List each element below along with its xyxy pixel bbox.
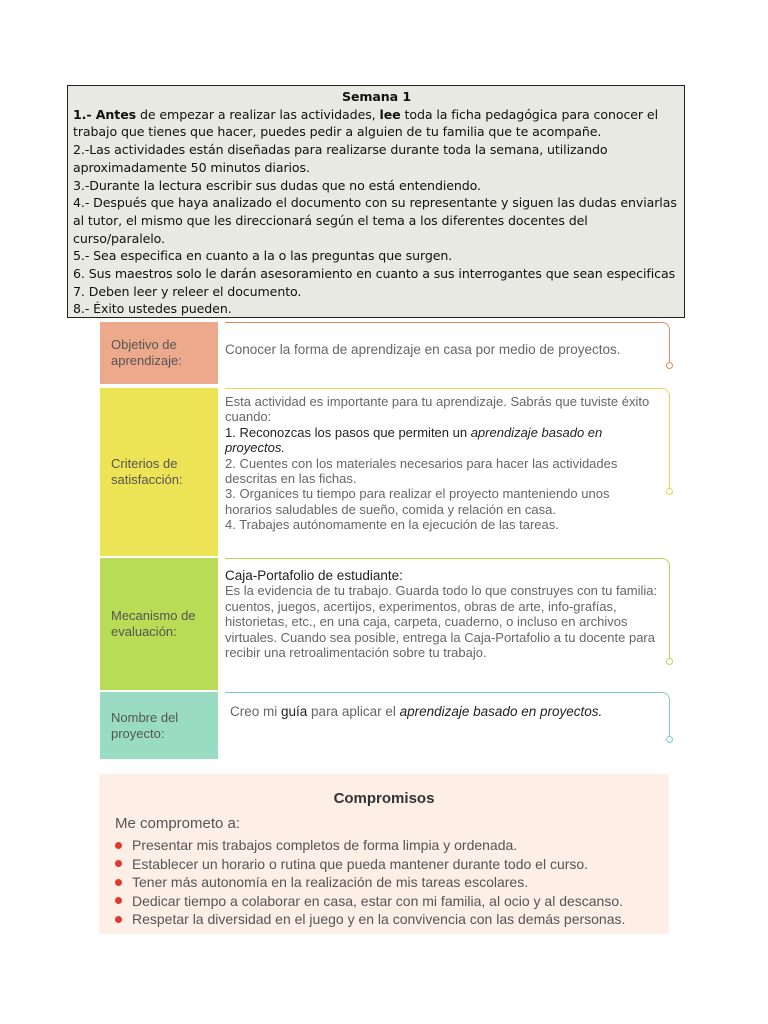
criteria-row	[100, 388, 670, 556]
criteria-item-number: 1.	[225, 424, 236, 440]
objective-row	[100, 322, 670, 384]
evaluation-label: Mecanismo de evaluación:	[100, 558, 218, 690]
commitment-item	[115, 873, 625, 892]
instruction-item-1	[73, 106, 680, 141]
instruction-emphasis: Antes	[95, 106, 137, 122]
criteria-content	[225, 394, 660, 533]
evaluation-row	[100, 558, 670, 690]
commitment-text: Respetar la diversidad en el juego y en la convivencia con las demás personas.	[132, 911, 626, 927]
criteria-bracket	[659, 388, 670, 489]
project-name-part: Creo mi	[230, 704, 282, 719]
instruction-number: 1.-	[73, 106, 96, 122]
commitment-item	[115, 855, 625, 874]
instruction-item-4: 4.- Después que haya analizado el documento con su representante y siguen las dudas enviarlas al tutor, el mismo que les direccionará según el tema a los diferentes docentes del curso/paralelo.	[73, 195, 677, 246]
project-name-text	[230, 704, 660, 719]
project-name-bracket	[659, 692, 670, 737]
commitments-box	[99, 774, 669, 934]
instruction-text: toda la ficha pedagógica para conocer el trabajo que tienes que hacer, puedes pedir a alguien de tu familia que te acompañe.	[73, 106, 658, 140]
project-name-bracket-dot	[666, 736, 673, 743]
commitments-title: Compromisos	[333, 790, 435, 807]
commitments-lead: Me comprometo a:	[115, 815, 241, 832]
evaluation-text: Es la evidencia de tu trabajo. Guarda todo lo que construyes con tu familia: cuentos, juegos, acertijos, experimentos, obras de arte, info-grafías, historietas, etc., en una caja, carpeta, cuaderno, o incluso en archivos virtuales. Cuando sea posible, entrega la Caja-Portafolio a tu docente para recibir una retroalimentación sobre tu trabajo.	[225, 583, 658, 661]
project-name-italic: aprendizaje basado en proyectos.	[399, 704, 603, 719]
criteria-intro: Esta actividad es importante para tu aprendizaje. Sabrás que tuviste éxito cuando:	[225, 394, 650, 425]
instruction-item-5: 5.- Sea especifica en cuanto a la o las preguntas que surgen.	[73, 248, 453, 264]
criteria-item-text: Reconozcas los pasos que permiten un	[235, 424, 471, 440]
commitment-text: Establecer un horario o rutina que pueda mantener durante todo el curso.	[132, 855, 589, 872]
instruction-item-6: 6. Sus maestros solo le darán asesoramiento en cuanto a sus interrogantes que sean especificas	[73, 266, 676, 282]
instruction-item-7: 7. Deben leer y releer el documento.	[73, 283, 302, 299]
instruction-item-8: 8.- Éxito ustedes pueden.	[73, 301, 232, 317]
bullet-icon	[115, 879, 122, 886]
evaluation-bracket	[659, 558, 670, 659]
commitment-text: Tener más autonomía en la realización de mis tareas escolares.	[132, 874, 529, 890]
commitment-item	[115, 910, 625, 929]
project-name-part: para aplicar el	[307, 704, 400, 719]
evaluation-bracket-dot	[666, 658, 673, 665]
commitment-text: Dedicar tiempo a colaborar en casa, estar con mi familia, al ocio y al descanso.	[132, 892, 624, 909]
criteria-item-2: 2. Cuentes con los materiales necesarios para hacer las actividades descritas en las fichas.	[225, 455, 618, 487]
instruction-text: de empezar a realizar las actividades,	[136, 106, 380, 122]
bullet-icon	[115, 897, 122, 904]
instructions-title: Semana 1	[341, 89, 412, 104]
bullet-icon	[115, 860, 122, 867]
instruction-emphasis: lee	[379, 106, 401, 122]
project-name-label: Nombre del proyecto:	[100, 692, 218, 759]
criteria-item-1	[225, 425, 660, 456]
criteria-item-3: 3. Organices tu tiempo para realizar el proyecto manteniendo unos horarios saludables de sueño, comida y relación en casa.	[225, 486, 610, 517]
bullet-icon	[115, 916, 122, 923]
evaluation-content	[225, 568, 660, 660]
project-name-row	[100, 692, 670, 759]
criteria-label: Criterios de satisfacción:	[100, 388, 218, 556]
objective-bracket-dot	[666, 362, 673, 369]
objective-bracket	[659, 322, 670, 363]
commitments-list	[115, 836, 625, 929]
criteria-item-4: 4. Trabajes autónomamente en la ejecución de las tareas.	[225, 517, 559, 533]
instructions-box	[67, 85, 685, 318]
objective-divider	[225, 322, 660, 323]
commitment-item	[115, 892, 625, 911]
objective-text: Conocer la forma de aprendizaje en casa por medio de proyectos.	[225, 342, 621, 357]
commitment-text: Presentar mis trabajos completos de forma limpia y ordenada.	[132, 837, 518, 853]
project-name-emphasis: guía	[281, 704, 308, 719]
project-name-divider	[225, 692, 660, 693]
commitment-item	[115, 836, 625, 855]
objective-label: Objetivo de aprendizaje:	[100, 322, 218, 384]
criteria-divider	[225, 388, 660, 389]
criteria-bracket-dot	[666, 488, 673, 495]
criteria-item-emphasis: aprendizaje basado en proyectos.	[225, 424, 603, 456]
instruction-item-3: 3.-Durante la lectura escribir sus dudas que no está entendiendo.	[73, 177, 481, 193]
instruction-item-2: 2.-Las actividades están diseñadas para realizarse durante toda la semana, utilizando aproximadamente 50 minutos diarios.	[73, 142, 608, 175]
evaluation-heading: Caja-Portafolio de estudiante:	[225, 568, 403, 583]
evaluation-divider	[225, 558, 660, 559]
bullet-icon	[115, 842, 122, 849]
